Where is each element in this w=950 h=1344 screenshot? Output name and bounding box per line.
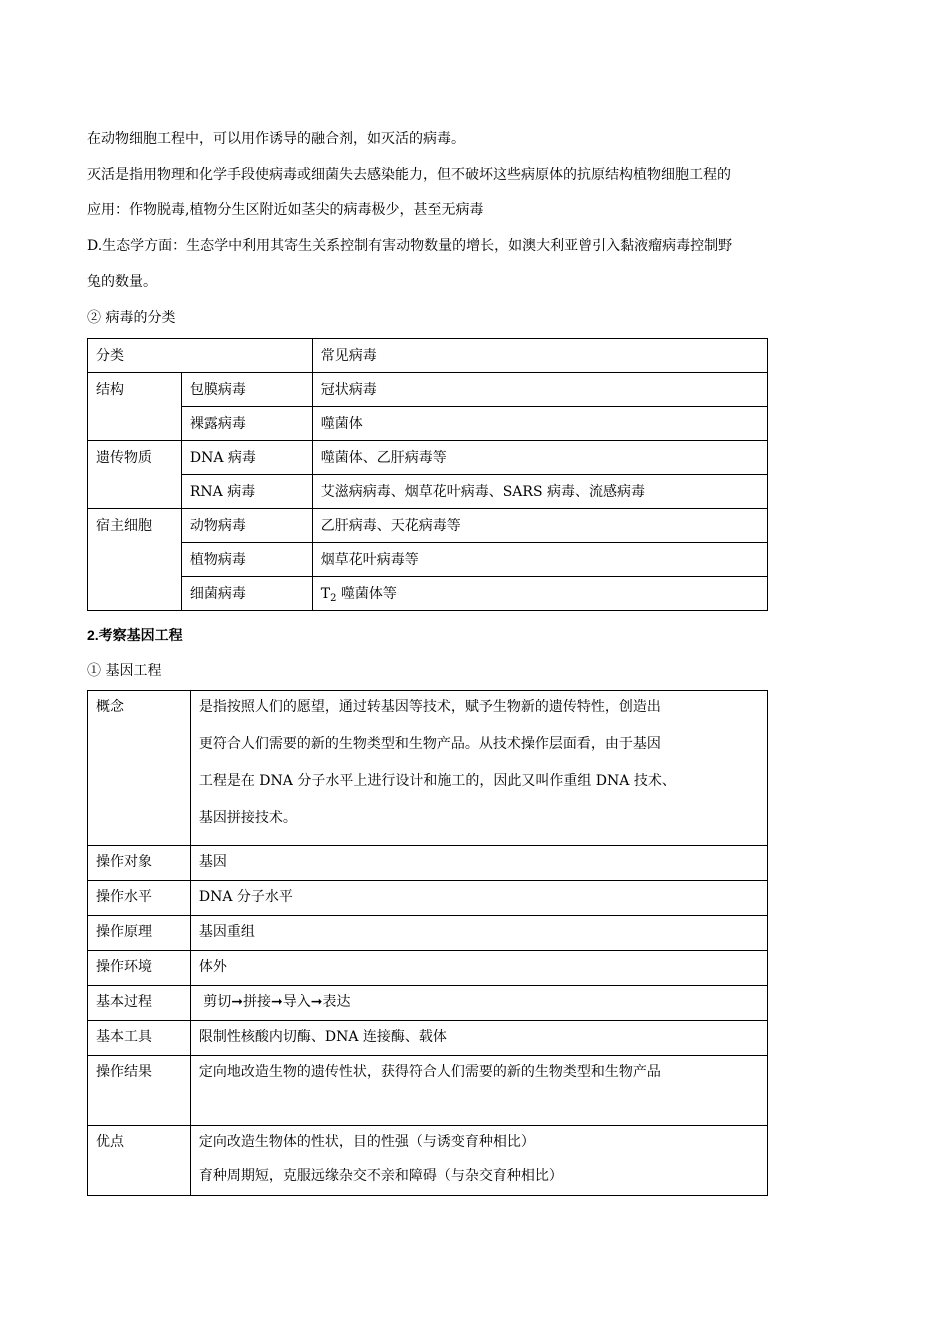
concept-label-cell: 概念	[88, 691, 191, 846]
virus-classification-table	[87, 338, 768, 611]
type-cell: DNA 病毒	[181, 441, 312, 475]
concept-line: 基因拼接技术。	[198, 810, 297, 826]
type-cell: 包膜病毒	[181, 373, 312, 407]
value-cell: DNA 分子水平	[190, 881, 767, 916]
value-cell: 基因	[190, 846, 767, 881]
label-cell: 操作对象	[88, 846, 191, 881]
table-row	[88, 1056, 768, 1126]
paragraph-plant-detoxification: 应用：作物脱毒,植物分生区附近如茎尖的病毒极少，甚至无病毒	[87, 202, 484, 218]
table-row	[88, 543, 768, 577]
label-cell: 优点	[88, 1126, 191, 1196]
virus-classification-heading: ② 病毒的分类	[87, 310, 176, 326]
type-cell: 植物病毒	[181, 543, 312, 577]
value-cell	[190, 1126, 767, 1196]
group-structure-cell: 结构	[88, 373, 182, 441]
table-row	[88, 577, 768, 611]
examples-cell: 噬菌体、乙肝病毒等	[312, 441, 767, 475]
table-row	[88, 951, 768, 986]
examples-cell: 烟草花叶病毒等	[312, 543, 767, 577]
table-row	[88, 881, 768, 916]
concept-line: 是指按照人们的愿望，通过转基因等技术，赋予生物新的遗传特性，创造出	[198, 699, 661, 715]
examples-cell: 噬菌体	[312, 407, 767, 441]
type-cell: RNA 病毒	[181, 475, 312, 509]
table-row	[88, 373, 768, 407]
t-prefix: T	[320, 586, 331, 602]
label-cell: 基本工具	[88, 1021, 191, 1056]
label-cell: 操作环境	[88, 951, 191, 986]
table-row	[88, 1126, 768, 1196]
group-host-cell-cell: 宿主细胞	[88, 509, 182, 611]
merit-line: 定向改造生物体的性状，目的性强（与诱变育种相比）	[198, 1134, 535, 1150]
label-cell: 基本过程	[88, 986, 191, 1021]
merit-line: 育种周期短，克服远缘杂交不亲和障碍（与杂交育种相比）	[198, 1168, 563, 1184]
section-heading-gene-engineering: 2.考察基因工程	[87, 627, 183, 643]
table-row	[88, 691, 768, 846]
header-category-cell: 分类	[88, 339, 313, 373]
table-row	[88, 407, 768, 441]
table-row	[88, 475, 768, 509]
type-cell: 动物病毒	[181, 509, 312, 543]
table-row	[88, 846, 768, 881]
table-row	[88, 986, 768, 1021]
type-cell: 细菌病毒	[181, 577, 312, 611]
phage-suffix: 噬菌体等	[336, 586, 397, 602]
paragraph-inactivated-virus-fusion: 在动物细胞工程中，可以用作诱导的融合剂，如灭活的病毒。	[87, 131, 465, 147]
paragraph-inactivation-definition: 灭活是指用物理和化学手段使病毒或细菌失去感染能力，但不破坏这些病原体的抗原结构植物细胞工程的	[87, 167, 731, 183]
value-cell: 定向地改造生物的遗传性状，获得符合人们需要的新的生物类型和生物产品	[190, 1056, 767, 1126]
label-cell: 操作结果	[88, 1056, 191, 1126]
examples-cell: 乙肝病毒、天花病毒等	[312, 509, 767, 543]
table-row	[88, 339, 768, 373]
concept-value-cell	[190, 691, 767, 846]
gene-engineering-subheading: ① 基因工程	[87, 663, 162, 679]
table-row	[88, 1021, 768, 1056]
paragraph-ecology: D.生态学方面：生态学中利用其寄生关系控制有害动物数量的增长，如澳大利亚曾引入黏液瘤病毒控制野	[87, 238, 733, 254]
label-cell: 操作原理	[88, 916, 191, 951]
examples-cell: 冠状病毒	[312, 373, 767, 407]
header-common-virus-cell: 常见病毒	[312, 339, 767, 373]
gene-engineering-table	[87, 690, 768, 1196]
paragraph-rabbit-count: 兔的数量。	[87, 274, 157, 290]
examples-cell	[312, 577, 767, 611]
t-subscript: 2	[330, 593, 337, 604]
label-cell: 操作水平	[88, 881, 191, 916]
examples-cell: 艾滋病病毒、烟草花叶病毒、SARS 病毒、流感病毒	[312, 475, 767, 509]
concept-line: 工程是在 DNA 分子水平上进行设计和施工的，因此又叫作重组 DNA 技术、	[198, 773, 676, 789]
concept-line: 更符合人们需要的新的生物类型和生物产品。从技术操作层面看，由于基因	[198, 736, 661, 752]
value-cell: 基因重组	[190, 916, 767, 951]
table-row	[88, 441, 768, 475]
value-cell: 体外	[190, 951, 767, 986]
value-cell: 限制性核酸内切酶、DNA 连接酶、载体	[190, 1021, 767, 1056]
type-cell: 裸露病毒	[181, 407, 312, 441]
group-genetic-material-cell: 遗传物质	[88, 441, 182, 509]
value-cell: 剪切➞拼接➞导入➞表达	[190, 986, 767, 1021]
table-row	[88, 916, 768, 951]
table-row	[88, 509, 768, 543]
